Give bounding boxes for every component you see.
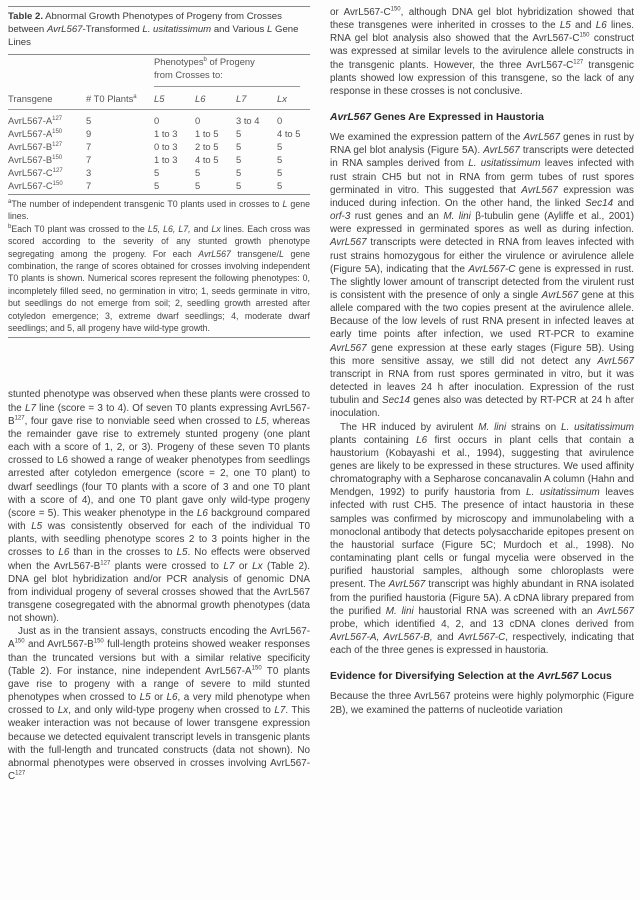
cell-t0: 7 xyxy=(86,154,92,165)
cell-lx: 4 to 5 xyxy=(277,128,301,139)
table-row xyxy=(8,140,310,153)
caption-text: Gene Lines xyxy=(8,24,299,48)
section-heading-diversifying-selection: Evidence for Diversifying Selection at the AvrL567 Locus xyxy=(330,671,612,683)
cell-transgene: $AvrL567-B^{150}$ xyxy=(8,154,63,165)
cell-t0: 5 xyxy=(86,115,92,126)
cell-l5: 1 to 3 xyxy=(154,128,178,139)
footnote-b: $^b$Each T0 plant was crossed to the L5, L6, L7, and Lx lines. Each cross was scored according to the severity of any stunted growth phenotype segregating among the progeny. For each AvrL567 transgene/L gene combination, the range of scores obtained for crosses involving independent T0 plants is shown. Numerical scores represent the following phenotypes: 0, incompletely filled seed, no germination in vitro; 1, seeds germinate in vitro, but seedlings do not emerge from soil; 2, seedling growth arrested after cotyledon emergence; 3, extreme dwarf seedlings; 4, moderate dwarf seedlings; and 5, all progeny have wild-type growth. xyxy=(8,223,311,334)
cell-t0: 7 xyxy=(86,141,92,152)
table-row xyxy=(8,110,310,127)
caption-text: and Various xyxy=(211,24,267,35)
left-body-text xyxy=(8,388,310,783)
col-header-lx: Lx xyxy=(277,92,287,104)
caption-text: -Transformed xyxy=(82,24,143,35)
caption-gene: AvrL567 xyxy=(46,24,83,35)
col-header-l7: L7 xyxy=(236,92,247,104)
cell-l7: 5 xyxy=(236,180,242,191)
col-header-t0-plants: # T0 Plants$^a$ xyxy=(86,92,137,104)
cell-transgene: $AvrL567-A^{127}$ xyxy=(8,115,63,126)
cell-transgene: $AvrL567-C^{127}$ xyxy=(8,167,63,178)
cell-transgene: $AvrL567-B^{127}$ xyxy=(8,141,63,152)
right-column xyxy=(330,6,634,717)
right-body-text xyxy=(330,6,634,717)
cell-lx: 5 xyxy=(277,154,283,165)
cell-l6: 5 xyxy=(195,180,201,191)
group-header: Phenotypes$^b$ of Progeny from Crosses to: xyxy=(154,55,310,87)
caption-species: L. usitatissimum xyxy=(142,24,212,35)
section-heading-haustoria: AvrL567 Genes Are Expressed in Haustoria xyxy=(330,112,544,124)
cell-l6: 2 to 5 xyxy=(195,141,219,152)
cell-l6: 4 to 5 xyxy=(195,154,219,165)
table-row xyxy=(8,153,310,166)
table-footnotes xyxy=(8,195,310,337)
column-header-row xyxy=(8,87,310,109)
col-header-transgene: Transgene xyxy=(8,92,53,104)
cell-l7: 5 xyxy=(236,128,242,139)
cell-transgene: $AvrL567-A^{150}$ xyxy=(8,128,63,139)
cell-l5: 5 xyxy=(154,167,160,178)
cell-lx: 5 xyxy=(277,180,283,191)
table-row xyxy=(8,127,310,140)
cell-l6: 0 xyxy=(195,115,201,126)
footnote-a: $^a$The number of independent transgenic T0 plants used in crosses to L gene lines. xyxy=(8,199,310,222)
cell-l5: 1 to 3 xyxy=(154,154,178,165)
cell-lx: 5 xyxy=(277,167,283,178)
caption-text: Abnormal Growth Phenotypes of Progeny from Crosses between xyxy=(8,11,282,35)
paragraph: Just as in the transient assays, constructs encoding the $AvrL567-A^{150}$ and $AvrL567-B^{150}$ full-length proteins showed weaker responses than the truncated versions but with a similar relative specificity (Table 2). For instance, nine independent $AvrL567-A^{150}$ T0 plants gave rise to progeny with a range of severe to mild stunted phenotypes when crossed to L5 or L6, a very mild phenotype when crossed to Lx, and only wild-type progeny when crossed to L7. This weaker interaction was not because of lower transgene expression because we detected equivalent transcript levels in transgenic plants with the full-length and truncated constructs (data not shown). No abnormal phenotypes were observed in crosses involving $AvrL567-C^{127}$ xyxy=(8,626,310,782)
table-label: Table 2. xyxy=(8,11,44,22)
col-header-l6: L6 xyxy=(195,92,206,104)
cell-l5: 0 xyxy=(154,115,160,126)
paragraph: The HR induced by avirulent M. lini strains on L. usitatissimum plants containing L6 first occurs in plant cells that contain a haustorium (Kobayashi et al., 1994), suggesting that avirulence genes are likely to be expressed in these structures. We used affinity chromatography with a Sepharose concanavalin A column (Hahn and Mendgen, 1992) to purify haustoria from L. usitatissimum leaves infected with rust CH5. The presence of intact haustoria in these samples was confirmed by microscopy and immunolabeling with a monoclonal antibody that detects polysaccharide epitopes present on the haustorial surface (Figure 5C; Murdoch et al., 1998). No contaminating plant cells or fungal mycelia were observed in the purified haustorial samples, although some chloroplasts were present. The AvrL567 transcript was highly abundant in RNA isolated from the purified haustoria (Figure 5A). A cDNA library prepared from the purified M. lini haustorial RNA was screened with an AvrL567 probe, which identified 4, 2, and 13 cDNA clones derived from AvrL567-A, AvrL567-B, and AvrL567-C, respectively, indicating that each of the three genes is expressed in haustoria. xyxy=(330,421,634,657)
cell-transgene: $AvrL567-C^{150}$ xyxy=(8,180,63,191)
caption-gene: L xyxy=(267,24,273,35)
cell-t0: 3 xyxy=(86,167,92,178)
cell-l7: 5 xyxy=(236,141,242,152)
col-header-l5: L5 xyxy=(154,92,165,104)
table-row xyxy=(8,179,310,194)
cell-t0: 7 xyxy=(86,180,92,191)
cell-l6: 5 xyxy=(195,167,201,178)
cell-l5: 0 to 3 xyxy=(154,141,178,152)
paragraph: or $AvrL567-C^{150}$, although DNA gel blot hybridization showed that these transgenes were inherited in crosses to the L5 and L6 lines. RNA gel blot analysis also showed that the $AvrL567-C^{150}$ construct was expressed at similar levels to the avirulence allele constructs in the transgenic plants. However, the three $AvrL567-C^{127}$ transgenic plants showed low expression of this transgene, so the lack of any response in these crosses is not conclusive. xyxy=(330,6,635,97)
cell-t0: 9 xyxy=(86,128,92,139)
paragraph: stunted phenotype was observed when these plants were crossed to the L7 line (score = 3 to 4). Of seven T0 plants expressing $AvrL567-B^{127}$, four gave rise to nonviable seed when crossed to L5, whereas the remainder gave rise to extremely stunted progeny (one plant each with a score of 1, 2, or 3). Progeny of these seven T0 plants crossed to L6 showed a range of weaker phenotypes from seedlings arrested after cotyledon emergence (score = 2, one T0 plant) to dwarf seedlings (four T0 plants with a score of 3 and one T0 plant with a score of 4), and one T0 plant gave only wild-type progeny (score = 5). This weaker phenotype in the L6 background compared with L5 was consistently observed for each of the individual T0 plants, with seedling phenotype scores 2 to 3 points higher in the crosses to L6 than in the crosses to L5. No effects were observed when the $AvrL567-B^{127}$ plants were crossed to L7 or Lx (Table 2). DNA gel blot hybridization and/or PCR analysis of genomic DNA from individual progeny of several crosses showed that the AvrL567 transgene cosegregated with the abnormal growth phenotypes (data not shown). xyxy=(8,389,311,625)
cell-l6: 1 to 5 xyxy=(195,128,219,139)
left-column xyxy=(8,6,310,783)
cell-lx: 5 xyxy=(277,141,283,152)
table-caption xyxy=(8,6,310,49)
cell-l7: 5 xyxy=(236,154,242,165)
cell-l5: 5 xyxy=(154,180,160,191)
table-row xyxy=(8,166,310,179)
cell-lx: 0 xyxy=(277,115,283,126)
paragraph: Because the three AvrL567 proteins were highly polymorphic (Figure 2B), we examined the patterns of nucleotide variation xyxy=(330,691,634,716)
cell-l7: 5 xyxy=(236,167,242,178)
phenotype-table xyxy=(8,55,310,194)
paragraph: We examined the expression pattern of the AvrL567 genes in rust by RNA gel blot analysis (Figure 5A). AvrL567 transcripts were detected in RNA samples derived from L. usitatissimum leaves infected with rust strain CH5 but not in RNA from germ tubes of rust spores germinated in vitro. This suggested that AvrL567 expression was induced during infection. On the other hand, the linked Sec14 and orf-3 rust genes and an M. lini β-tubulin gene (Ayliffe et al., 2001) were expressed in germinated spores as well as during infection. AvrL567 transcripts were detected in RNA from leaves infected with rust strains homozygous for either the virulence or avirulence allele (Figure 5A), indicating that the AvrL567-C gene is expressed in rust. The slightly lower amount of transcript detected from the virulent rust is consistent with the presence of only a single AvrL567 gene at this allele compared with the two copies present at the avirulence allele. Because of the low levels of rust RNA present in infected leaves at early time points after infection, we used RT-PCR to examine AvrL567 gene expression at these early stages (Figure 5B). Using this more sensitive assay, we still did not detect any AvrL567 transcript in RNA from rust spores germinated in vitro, but it was detected in leaves 24 h after inoculation. Expression of the rust tubulin and Sec14 genes also was detected by RT-PCR at 24 h after inoculation. xyxy=(330,132,635,420)
cell-l7: 3 to 4 xyxy=(236,115,260,126)
